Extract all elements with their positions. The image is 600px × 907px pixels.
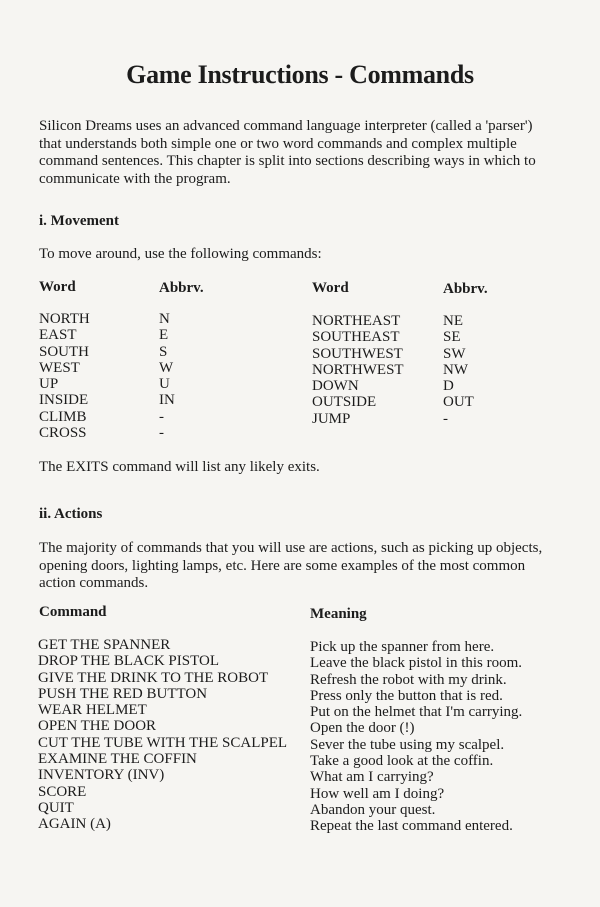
movement-abbrv: - <box>443 410 448 427</box>
command-item: EXAMINE THE COFFIN <box>38 751 197 768</box>
movement-word: UP <box>39 376 59 393</box>
meaning-item: What am I carrying? <box>310 769 434 786</box>
actions-heading: ii. Actions <box>39 506 103 522</box>
command-item: INVENTORY (INV) <box>38 767 165 784</box>
movement-abbrv: IN <box>159 392 175 409</box>
movement-word: CLIMB <box>39 408 87 425</box>
command-item: AGAIN (A) <box>38 816 111 833</box>
meaning-item: Refresh the robot with my drink. <box>310 671 507 688</box>
movement-word-header-right: Word <box>312 280 349 296</box>
movement-word: NORTHWEST <box>312 361 404 378</box>
movement-abbrv: E <box>159 327 169 344</box>
actions-meaning-list <box>310 639 522 835</box>
meaning-item: Take a good look at the coffin. <box>310 753 494 770</box>
actions-meaning-header: Meaning <box>310 606 367 622</box>
actions-lead: The majority of commands that you will use are actions, such as picking up objects, opening doors, lighting lamps, etc. Here are some examples of the most common action commands. <box>39 540 543 591</box>
command-item: OPEN THE DOOR <box>38 718 157 735</box>
movement-word: JUMP <box>312 410 351 427</box>
movement-word: CROSS <box>39 425 87 442</box>
command-item: WEAR HELMET <box>38 702 147 719</box>
movement-left-words <box>39 311 90 441</box>
movement-word: DOWN <box>312 378 359 395</box>
command-item: SCORE <box>38 783 87 800</box>
command-item: GIVE THE DRINK TO THE ROBOT <box>38 669 269 686</box>
movement-abbrv: SE <box>443 329 461 346</box>
movement-abbrv: S <box>159 343 168 360</box>
movement-abbrv: N <box>159 311 170 327</box>
meaning-item: Put on the helmet that I'm carrying. <box>310 704 523 721</box>
movement-word: SOUTHWEST <box>312 345 403 362</box>
movement-right-abbrvs <box>443 313 474 427</box>
movement-abbrv: OUT <box>443 394 474 411</box>
movement-lead: To move around, use the following commands: <box>39 246 322 262</box>
meaning-item: Sever the tube using my scalpel. <box>310 736 505 753</box>
meaning-item: Leave the black pistol in this room. <box>310 655 523 672</box>
page-title: Game Instructions - Commands <box>126 60 474 89</box>
meaning-item: Pick up the spanner from here. <box>310 639 495 655</box>
command-item: QUIT <box>38 799 74 816</box>
movement-abbrv: NW <box>443 361 468 378</box>
movement-word: OUTSIDE <box>312 394 377 411</box>
actions-command-list <box>38 637 287 833</box>
movement-word: NORTH <box>39 311 90 327</box>
movement-word: SOUTH <box>39 343 90 360</box>
movement-abbrv: W <box>159 359 174 376</box>
movement-abbrv: - <box>159 425 164 442</box>
command-item: DROP THE BLACK PISTOL <box>38 653 219 670</box>
actions-command-header: Command <box>39 604 107 620</box>
movement-word: WEST <box>39 359 80 376</box>
movement-heading: i. Movement <box>39 213 119 229</box>
movement-word-header-left: Word <box>39 279 76 295</box>
command-item: PUSH THE RED BUTTON <box>38 685 208 702</box>
meaning-item: Press only the button that is red. <box>310 687 503 704</box>
command-item: GET THE SPANNER <box>38 637 171 653</box>
command-item: CUT THE TUBE WITH THE SCALPEL <box>38 734 288 751</box>
movement-abbrv: NE <box>443 313 463 329</box>
movement-word: NORTHEAST <box>312 313 401 329</box>
meaning-item: How well am I doing? <box>310 785 445 802</box>
exits-note: The EXITS command will list any likely exits. <box>39 459 320 475</box>
movement-abbrv-header-right: Abbrv. <box>443 281 488 297</box>
movement-abbrv: U <box>159 376 170 393</box>
meaning-item: Abandon your quest. <box>310 801 436 818</box>
meaning-item: Open the door (!) <box>310 720 415 737</box>
movement-abbrv-header-left: Abbrv. <box>159 280 204 296</box>
movement-word: SOUTHEAST <box>312 329 400 346</box>
movement-abbrv: - <box>159 408 164 425</box>
movement-abbrv: SW <box>443 345 466 362</box>
meaning-item: Repeat the last command entered. <box>310 818 513 835</box>
movement-left-abbrvs <box>159 311 175 441</box>
movement-right-words <box>312 313 404 427</box>
intro-paragraph: Silicon Dreams uses an advanced command language interpreter (called a 'parser') that understands both simple one or two word commands and complex multiple command sentences. This chapter is split into sections describing ways in which to communicate with the program. <box>39 118 536 187</box>
movement-abbrv: D <box>443 378 454 395</box>
movement-word: INSIDE <box>39 392 89 409</box>
movement-word: EAST <box>39 327 77 344</box>
